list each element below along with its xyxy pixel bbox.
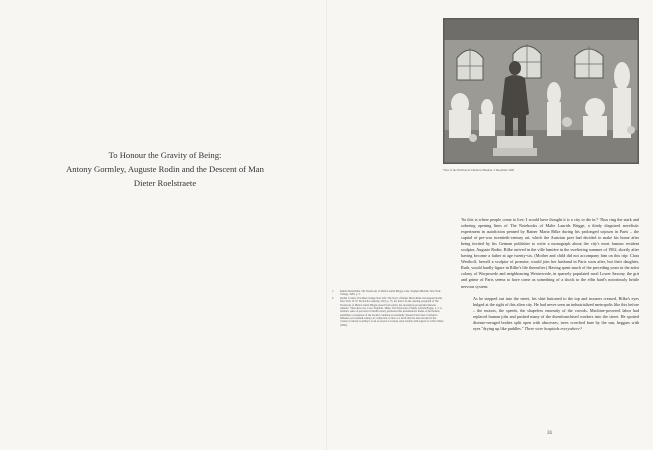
footnotes [332,290,444,327]
photo-caption: View of the Pavillon de l'Alma in Meudon, 5 December 1900 [443,168,515,172]
block-quote-paragraph [473,296,639,332]
block-quote-emphasis: There were hospitals everywhere. [524,325,581,331]
block-quote-note-marker: ² [580,325,582,331]
page-number: 31 [547,430,553,436]
footnote-item [332,290,444,297]
essay-title-block [40,148,290,190]
page-gutter [326,0,327,450]
essay-body [461,217,639,332]
footnote-number: 2. [332,297,334,301]
footnote-item [332,297,444,327]
footnote-text: Rachel Corbett, You Must Change Your Life: The Story of Rainer Maria Rilke and Auguste Rodin, New York: W. W. Norton & Company, 2016, p. 73; my italics. In the opening paragraph of The Notebooks of Malte Laurids Brigge quoted from earlier, the eponymous protagonist likewise remarks: 'There have rue, I saw: hospitals.' Rilke, The Notebooks of Malte Laurids Brigge, p. 3. A dramatic sense of pervasive ill health clearly permeated this monumental's theme of the modern, and Rilke's conceptions of the modern condition as essentially 'diseased' have had a formative influence on twentieth-century art, subjection, in turn, is a motif that has been invoked in the context of Antony Gormley's work on several occasions, most notably with regards to Critical Mass (1995). [340,297,444,327]
body-paragraph: 'So this is where people come to live; I would have thought it is a city to die in.'¹ Thus ring the stark and sobering opening lines of The Notebooks of Malte Laurids Brigge, a thinly disguised novelistic experiment in autofiction penned by Rainer Maria Rilke during his prolonged sojourn in Paris – the capital of pre-war twentieth-century art, which the Austrian poet had decided to make his home after being invited by his German publisher to write a monograph about the city's most famous resident sculptor, Auguste Rodin. Rilke arrived in the ville lumière in the sweltering summer of 1902, shortly after having become a father at age twenty-six. (Mother and child did not accompany him on this trip: Clara Westhoff, herself a sculptor of promise, would join her husband in Paris soon after, but their daughter, Ruth, would hardly figure in Rilke's life thereafter.) Having spent much of the preceding years in the artist colony of Worpswede and neighbouring Westerwede, in sparsely populated rural Lower Saxony, the grit and grime of Paris seems to have come as something of a shock to the elfin bard's notoriously brittle nervous system: [461,217,639,289]
block-quote [461,296,639,332]
studio-photograph-illustration [443,18,639,164]
footnote-number: 1. [332,290,334,293]
block-quote-text: As he stepped out into the street, his shirt buttoned to the top and trousers creased, Rilke's eyes bulged at the sight of this alien city. He had never seen an industrialized metropolis like this before – the motors, the speeds, the shapeless enormity of the crowds. Machine-powered labor had replaced human jobs and pushed many of the disenfranchised workers into the street. He spotted disease-ravaged bodies split open with abscesses, trees scorched bare by the sun, beggars with eyes "drying up like puddles." [473,295,639,331]
title-line-2: Antony Gormley, Auguste Rodin and the Descent of Man [66,164,264,174]
footnote-text: Rainer Maria Rilke, The Notebooks of Malte Laurids Brigge, trans. Stephen Mitchell, New York: Vintage, 1985, p. 3. [340,290,441,297]
title-line-1: To Honour the Gravity of Being: [108,150,222,160]
author-line: Dieter Roelstraete [133,178,197,188]
studio-photograph [443,18,639,164]
